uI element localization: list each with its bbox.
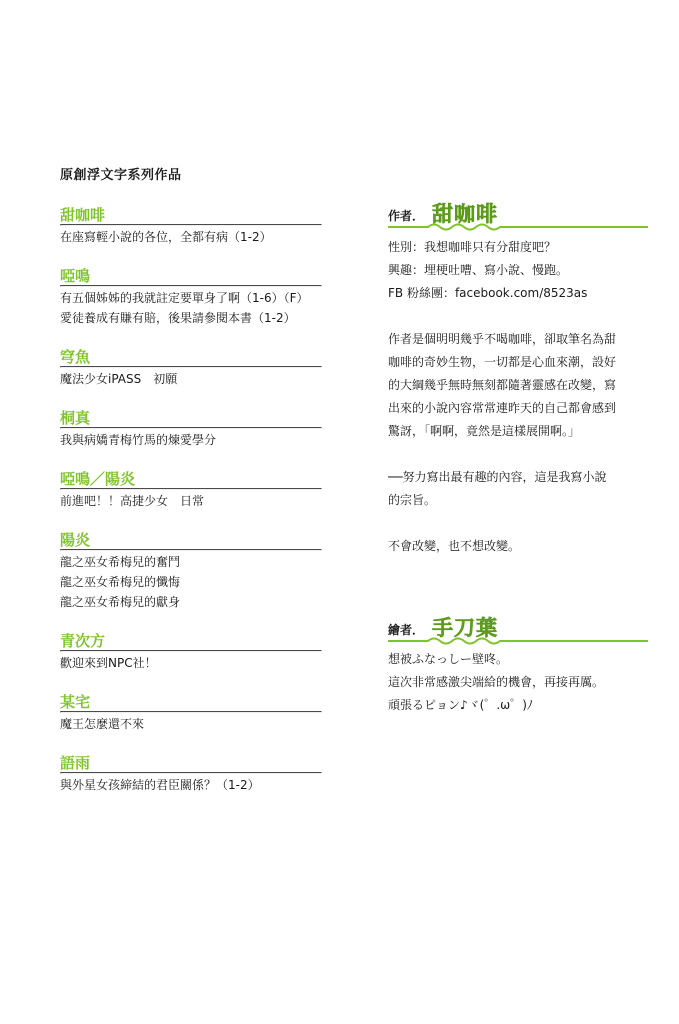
text-line: 的宗旨。 (388, 493, 437, 507)
author-name: 甜咖啡 (60, 206, 106, 224)
writer-bio (388, 236, 648, 305)
writer-gender: 性別：我想咖啡只有分甜度吧？ (388, 240, 557, 254)
text-line: ──努力寫出最有趣的內容，這是我寫小說 (388, 470, 607, 484)
illustrator-name: 手刀葉 (432, 616, 498, 640)
writer-name: 甜咖啡 (432, 202, 498, 226)
author-name: 陽炎 (60, 531, 91, 549)
writer-hobby: 興趣：埋梗吐嘈、寫小說、慢跑。 (388, 263, 569, 277)
illustrator-bio (388, 648, 648, 717)
works-list (60, 206, 322, 795)
author-block (60, 348, 322, 389)
work-title: 在座寫輕小說的各位，全都有病（1-2） (60, 230, 272, 244)
writer-description (388, 328, 648, 443)
author-block (60, 531, 322, 612)
author-name: 桐真 (60, 409, 91, 427)
text-line: 的大綱幾乎無時無刻都隨著靈感在改變，寫 (388, 378, 617, 392)
author-block (60, 409, 322, 450)
author-profile (388, 200, 648, 717)
illustrator-header (388, 614, 648, 642)
author-name: 語雨 (60, 754, 91, 772)
author-name: 啞鳴／陽炎 (60, 470, 136, 488)
author-block (60, 470, 322, 511)
writer-motto (388, 466, 648, 512)
author-name: 穹魚 (60, 348, 91, 366)
writer-closing: 不會改變，也不想改變。 (388, 539, 521, 553)
page-title: 原創浮文字系列作品 (60, 168, 182, 183)
text-line: 驚訝，「啊啊，竟然是這樣展開啊。」 (388, 424, 581, 438)
work-title: 龍之巫女希梅兒的奮鬥 (60, 555, 181, 569)
author-name: 某宅 (60, 693, 91, 711)
author-name: 啞鳴 (60, 267, 91, 285)
text-line: 咖啡的奇妙生物，一切都是心血來潮，設好 (388, 355, 617, 369)
wavy-divider (388, 222, 648, 232)
author-block (60, 632, 322, 673)
text-line: 頑張るピョン♪ヾ(゜.ω゜)ﾉ (388, 698, 533, 712)
work-title: 魔法少女iPASS 初願 (60, 372, 178, 386)
author-block (60, 693, 322, 734)
author-block (60, 754, 322, 795)
text-line: 作者是個明明幾乎不喝咖啡，卻取筆名為甜 (388, 332, 617, 346)
text-line: 出來的小說內容常常連昨天的自己都會感到 (388, 401, 617, 415)
illustrator-role-label: 繪者． (388, 623, 425, 637)
work-title: 愛徒養成有賺有賠，後果請參閱本書（1-2） (60, 311, 296, 325)
work-title: 與外星女孩締結的君臣關係？（1-2） (60, 778, 260, 792)
work-title: 我與病嬌青梅竹馬的煉愛學分 (60, 433, 217, 447)
author-block (60, 206, 322, 247)
text-line: 想被ふなっしー壁咚。 (388, 652, 509, 666)
writer-header (388, 200, 648, 228)
work-title: 歡迎來到NPC社！ (60, 656, 157, 670)
wavy-divider (388, 636, 648, 646)
author-block (60, 267, 322, 328)
work-title: 前進吧！！高捷少女 日常 (60, 494, 205, 508)
text-line: 這次非常感激尖端給的機會，再接再厲。 (388, 675, 605, 689)
writer-role-label: 作者． (388, 209, 425, 223)
work-title: 魔王怎麼還不來 (60, 717, 145, 731)
work-title: 龍之巫女希梅兒的獻身 (60, 595, 181, 609)
author-name: 青次方 (60, 632, 106, 650)
work-title: 有五個姊姊的我就註定要單身了啊（1-6）（F） (60, 291, 309, 305)
work-title: 龍之巫女希梅兒的懺悔 (60, 575, 181, 589)
writer-fb-link: FB 粉絲團：facebook.com/8523as (388, 286, 588, 300)
